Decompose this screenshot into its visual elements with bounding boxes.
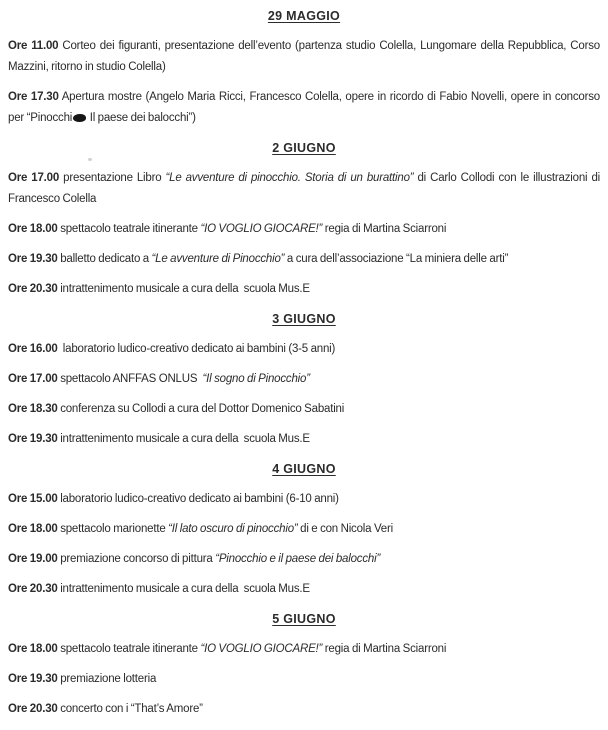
event-entry (8, 519, 600, 540)
event-title: “IO VOGLIO GIOCARE!” (200, 223, 323, 235)
event-time: Ore 20.30 (8, 703, 58, 715)
event-time: Ore 17.00 (8, 373, 58, 385)
event-time: Ore 20.30 (8, 283, 58, 295)
event-time: Ore 15.00 (8, 493, 58, 505)
event-description: regia di Martina Sciarroni (322, 223, 447, 235)
ink-smudge-icon (73, 114, 86, 122)
event-description: spettacolo teatrale itinerante (57, 643, 201, 655)
event-description: di e con Nicola Veri (297, 523, 393, 535)
event-description: spettacolo marionette (57, 523, 169, 535)
event-description: Apertura mostre (Angelo Maria Ricci, Francesco Colella, opere in ricordo di Fabio Novelli, opere in concorso per “Pinocchi (8, 91, 600, 124)
event-title: “Il lato oscuro di pinocchio” (168, 523, 298, 535)
event-entry (8, 219, 600, 240)
event-description: spettacolo ANFFAS ONLUS (57, 373, 203, 385)
event-entry (8, 579, 600, 600)
event-entry (8, 36, 600, 78)
event-time: Ore 18.00 (8, 643, 58, 655)
event-description: a cura dell’associazione “La miniera delle arti” (284, 253, 509, 265)
event-description: laboratorio ludico-creativo dedicato ai bambini (6-10 anni) (57, 493, 339, 505)
event-time: Ore 19.30 (8, 673, 58, 685)
event-time: Ore 19.30 (8, 433, 58, 445)
event-description: premiazione concorso di pittura (57, 553, 216, 565)
event-time: Ore 18.00 (8, 523, 58, 535)
date-header: 3 GIUGNO (272, 312, 336, 326)
date-header: 2 GIUGNO (272, 141, 336, 155)
event-description: laboratorio ludico-creativo dedicato ai bambini (3-5 anni) (57, 343, 336, 355)
event-entry (8, 369, 600, 390)
event-time: Ore 19.30 (8, 253, 58, 265)
event-entry (8, 279, 600, 300)
event-time: Ore 20.30 (8, 583, 58, 595)
event-entry (8, 549, 600, 570)
event-description: presentazione Libro (59, 172, 166, 184)
event-time: Ore 19.00 (8, 553, 58, 565)
event-title: “IO VOGLIO GIOCARE!” (200, 643, 323, 655)
event-time: Ore 18.00 (8, 223, 58, 235)
event-time: Ore 11.00 (8, 40, 59, 52)
event-description: Il paese dei balocchi”) (87, 112, 196, 124)
event-entry (8, 489, 600, 510)
event-entry (8, 699, 600, 720)
event-title: “Pinocchio e il paese dei balocchi” (215, 553, 381, 565)
event-time: Ore 16.00 (8, 343, 58, 355)
event-description: intrattenimento musicale a cura della scuola Mus.E (57, 583, 310, 595)
event-description: premiazione lotteria (57, 673, 157, 685)
event-entry (8, 429, 600, 450)
event-description: intrattenimento musicale a cura della scuola Mus.E (57, 283, 310, 295)
scan-artifact (88, 158, 92, 161)
event-entry (8, 249, 600, 270)
event-entry (8, 669, 600, 690)
event-description: balletto dedicato a (57, 253, 152, 265)
event-description: regia di Martina Sciarroni (322, 643, 447, 655)
event-entry (8, 168, 600, 210)
event-entry (8, 87, 600, 129)
event-entry (8, 339, 600, 360)
event-title: “Il sogno di Pinocchio” (202, 373, 310, 385)
date-header: 4 GIUGNO (272, 462, 336, 476)
event-time: Ore 17.00 (8, 172, 60, 184)
event-entry (8, 639, 600, 660)
date-header: 29 MAGGIO (267, 9, 341, 23)
event-description: concerto con i “That’s Amore” (57, 703, 203, 715)
event-time: Ore 17.30 (8, 91, 59, 103)
event-time: Ore 18.30 (8, 403, 58, 415)
event-description: spettacolo teatrale itinerante (57, 223, 201, 235)
event-title: “Le avventure di Pinocchio” (151, 253, 285, 265)
event-description: Corteo dei figuranti, presentazione dell’evento (partenza studio Colella, Lungomare della Repubblica, Corso Mazzini, ritorno in studio Colella) (8, 40, 600, 73)
date-header: 5 GIUGNO (272, 612, 336, 626)
event-description: di Carlo Collodi con le illustrazioni di Francesco Colella (8, 172, 600, 205)
event-description: conferenza su Collodi a cura del Dottor Domenico Sabatini (57, 403, 345, 415)
event-entry (8, 399, 600, 420)
event-description: intrattenimento musicale a cura della scuola Mus.E (57, 433, 310, 445)
event-title: “Le avventure di pinocchio. Storia di un burattino” (165, 172, 414, 184)
